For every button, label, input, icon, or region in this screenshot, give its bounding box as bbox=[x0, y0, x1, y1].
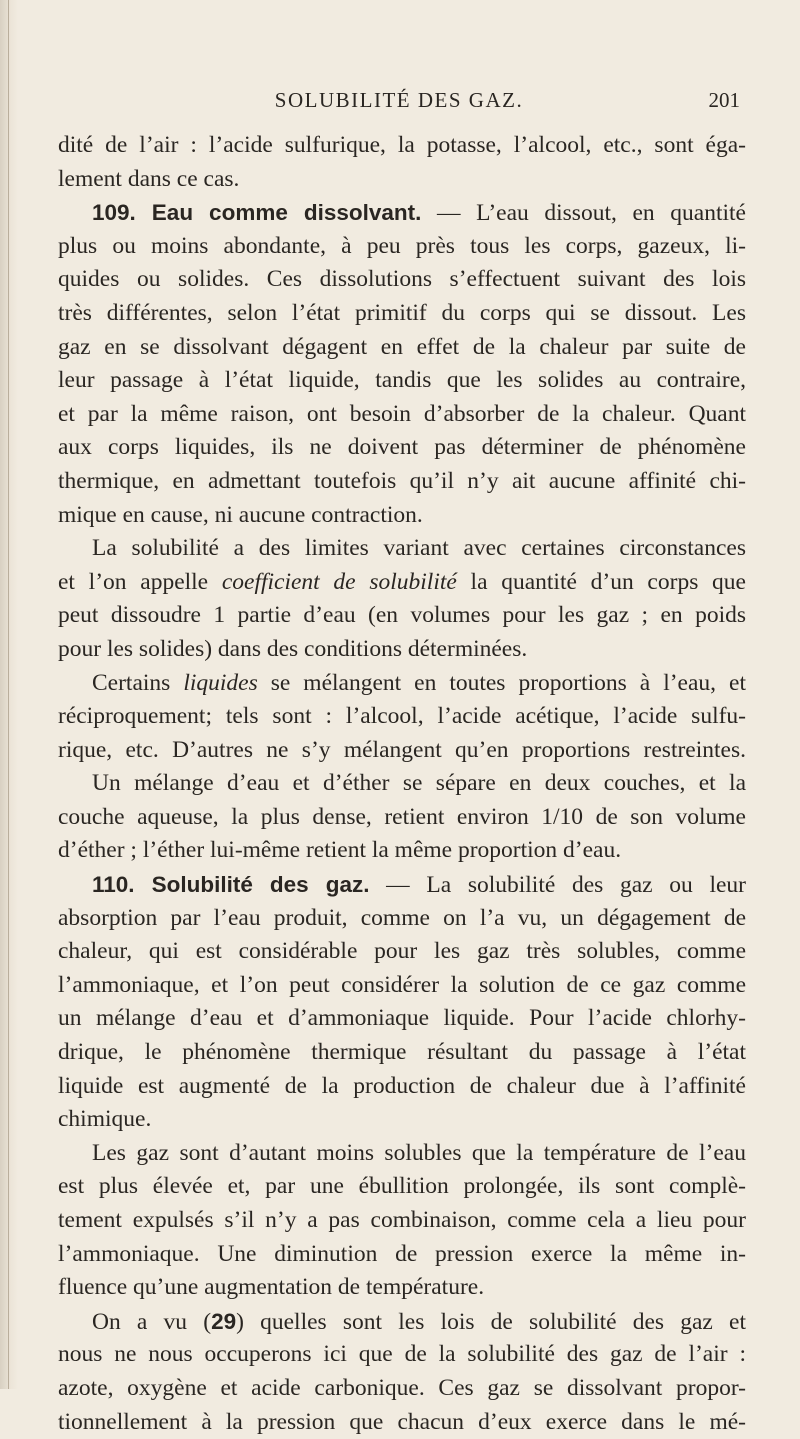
section-heading-109: 109. Eau comme dissolvant. bbox=[92, 200, 422, 226]
text-line: quides ou solides. Ces dissolutions s’effectuent suivant des lois bbox=[58, 266, 746, 293]
text-line: l’ammoniaque, et l’on peut considérer la solution de ce gaz comme bbox=[58, 971, 746, 998]
text-line: plus ou moins abondante, à peu près tous les corps, gazeux, li- bbox=[58, 232, 746, 259]
text-span: se mélangent en toutes proportions à l’eau, et bbox=[257, 669, 746, 696]
text-line: peut dissoudre 1 partie d’eau (en volumes pour les gaz ; en poids bbox=[58, 602, 746, 629]
text-line: gaz en se dissolvant dégagent en effet de la chaleur par suite de bbox=[58, 333, 746, 360]
text-line: dité de l’air : l’acide sulfurique, la potasse, l’alcool, etc., sont éga- bbox=[58, 132, 746, 158]
running-title: SOLUBILITÉ DES GAZ. bbox=[274, 88, 524, 112]
text-span: — L’eau dissout, en quantité bbox=[421, 200, 746, 227]
text-line: mique en cause, ni aucune contraction. bbox=[58, 501, 423, 528]
page-number: 201 bbox=[708, 88, 740, 112]
text-line: l’ammoniaque. Une diminution de pression exerce la même in- bbox=[58, 1240, 746, 1267]
cross-reference: 29 bbox=[211, 1308, 237, 1334]
section-110-line bbox=[58, 868, 746, 902]
text-line: absorption par l’eau produit, comme on l’a vu, un dégagement de bbox=[58, 904, 746, 931]
text-line: et par la même raison, ont besoin d’absorber de la chaleur. Quant bbox=[58, 400, 746, 427]
body-text bbox=[58, 129, 746, 1439]
text-line: rique, etc. D’autres ne s’y mélangent qu’en proportions restreintes. bbox=[58, 736, 746, 763]
text-line: couche aqueuse, la plus dense, retient environ 1/10 de son volume bbox=[58, 803, 746, 830]
text-span: Certains bbox=[92, 669, 184, 696]
text-line: un mélange d’eau et d’ammoniaque liquide. Pour l’acide chlorhy- bbox=[58, 1005, 746, 1032]
text-line: pour les solides) dans des conditions déterminées. bbox=[58, 635, 528, 662]
italic-term: coefficient de solubilité bbox=[221, 568, 457, 595]
text-line bbox=[58, 566, 746, 600]
text-line: d’éther ; l’éther lui-même retient la même proportion d’eau. bbox=[58, 837, 622, 864]
text-line: aux corps liquides, ils ne doivent pas déterminer de phénomène bbox=[58, 434, 746, 461]
text-line: fluence qu’une augmentation de température. bbox=[58, 1274, 485, 1301]
page-header bbox=[58, 86, 740, 116]
page-binding-edge bbox=[8, 0, 9, 1389]
text-span: ) quelles sont les lois de solubilité des gaz et bbox=[236, 1308, 746, 1335]
text-line bbox=[58, 1305, 746, 1339]
text-line: azote, oxygène et acide carbonique. Ces gaz se dissolvant propor- bbox=[58, 1374, 746, 1401]
text-line: réciproquement; tels sont : l’alcool, l’acide acétique, l’acide sulfu- bbox=[58, 703, 746, 730]
text-line: nous ne nous occuperons ici que de la solubilité des gaz de l’air : bbox=[58, 1341, 746, 1368]
section-heading-110: 110. Solubilité des gaz. bbox=[92, 872, 370, 898]
text-span: la quantité d’un corps que bbox=[456, 568, 746, 595]
text-line: chaleur, qui est considérable pour les gaz très solubles, comme bbox=[58, 938, 746, 965]
text-line: lement dans ce cas. bbox=[58, 165, 240, 192]
page-binding-shadow bbox=[0, 0, 18, 1389]
text-line: leur passage à l’état liquide, tandis que les solides au contraire, bbox=[58, 367, 746, 394]
text-line: thermique, en admettant toutefois qu’il n’y ait aucune affinité chi- bbox=[58, 467, 746, 494]
text-line bbox=[58, 667, 746, 701]
text-line: tionnellement à la pression que chacun d’eux exerce dans le mé- bbox=[58, 1408, 746, 1435]
text-line: chimique. bbox=[58, 1106, 152, 1133]
text-span: — La solubilité des gaz ou leur bbox=[369, 872, 746, 899]
text-span: On a vu ( bbox=[92, 1308, 212, 1335]
text-line: tement expulsés s’il n’y a pas combinaison, comme cela a lieu pour bbox=[58, 1207, 746, 1233]
text-span: et l’on appelle bbox=[58, 568, 222, 595]
text-line: est plus élevée et, par une ébullition prolongée, ils sont complè- bbox=[58, 1173, 746, 1200]
text-line: Un mélange d’eau et d’éther se sépare en deux couches, et la bbox=[92, 770, 746, 797]
text-line: La solubilité a des limites variant avec certaines circonstances bbox=[92, 535, 746, 562]
text-line: liquide est augmenté de la production de chaleur due à l’affinité bbox=[58, 1072, 746, 1099]
section-109-line bbox=[58, 196, 746, 230]
text-line: drique, le phénomène thermique résultant du passage à l’état bbox=[58, 1039, 746, 1066]
text-line: très différentes, selon l’état primitif du corps qui se dissout. Les bbox=[58, 299, 746, 326]
text-line: Les gaz sont d’autant moins solubles que la température de l’eau bbox=[92, 1139, 746, 1166]
italic-term: liquides bbox=[183, 669, 258, 696]
